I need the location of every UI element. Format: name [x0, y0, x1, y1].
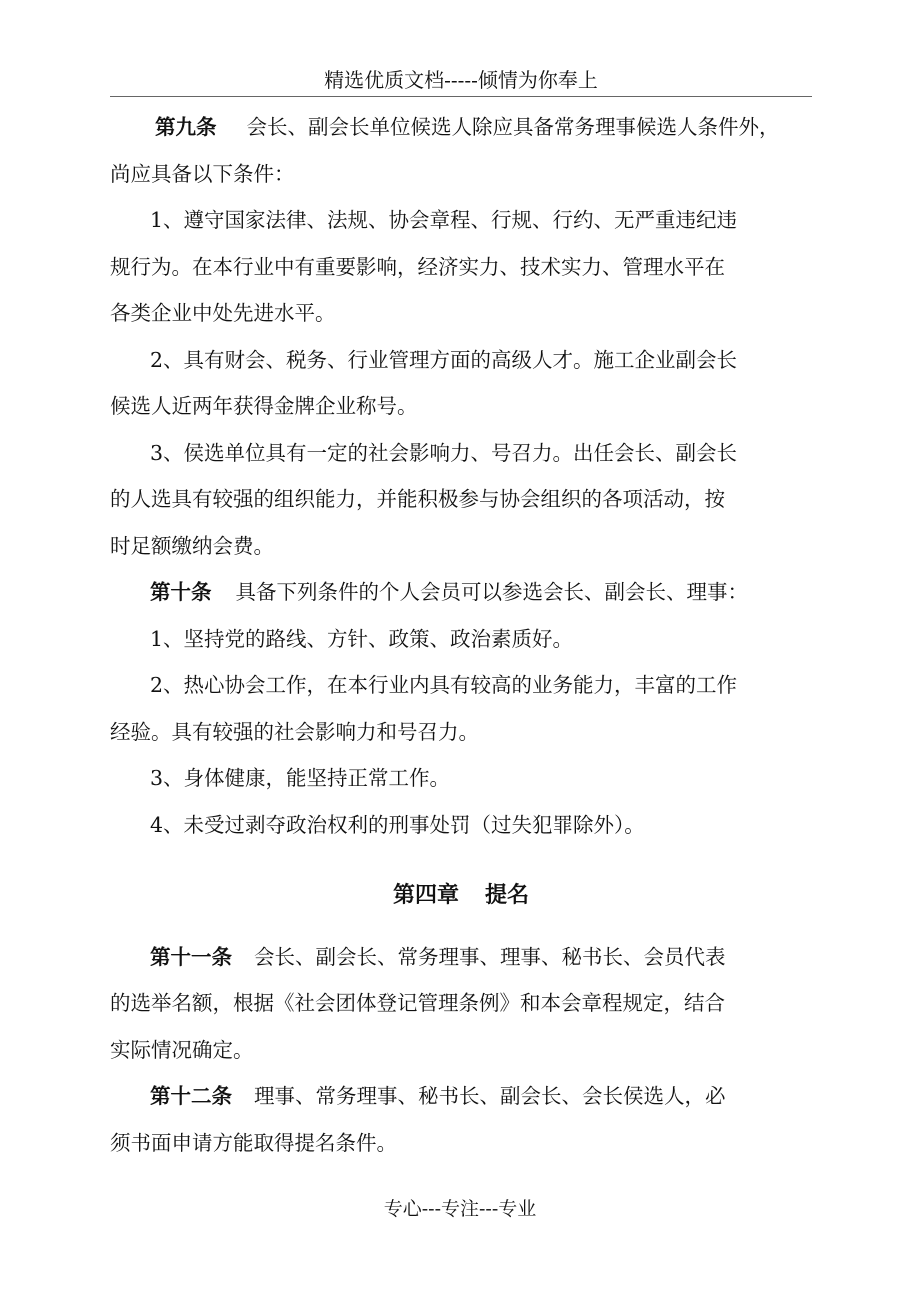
article-9-item-1-line-2: 规行为。在本行业中有重要影响，经济实力、技术实力、管理水平在: [110, 254, 725, 279]
chapter-4-title: 提名: [485, 881, 530, 908]
chapter-4-heading: [110, 852, 812, 938]
article-12-line-1: [110, 1077, 812, 1124]
article-11-text: 会长、副会长、常务理事、理事、秘书长、会员代表: [254, 944, 726, 969]
document-body: [110, 108, 812, 1170]
article-12-line-2: 须书面申请方能取得提名条件。: [110, 1130, 397, 1155]
article-10-item-2-line-1: 2、热心协会工作，在本行业内具有较高的业务能力，丰富的工作: [150, 673, 738, 697]
page-header: 精选优质文档-----倾情为你奉上: [110, 64, 812, 97]
article-9-item-3-line-2: 的人选具有较强的组织能力，并能积极参与协会组织的各项活动，按: [110, 487, 725, 511]
article-12-text: 理事、常务理事、秘书长、副会长、会长侯选人，必: [254, 1084, 726, 1108]
article-9-item-2-line-2: 候选人近两年获得金牌企业称号。: [110, 394, 418, 418]
article-10-item-4: 4、未受过剥夺政治权利的刑事处罚（过失犯罪除外）。: [150, 812, 645, 837]
page-footer: 专心---专注---专业: [383, 1198, 537, 1220]
article-9-line-1: [110, 108, 812, 155]
article-10-line-1: [110, 573, 812, 620]
article-9-item-3-line-1: 3、侯选单位具有一定的社会影响力、号召力。出任会长、副会长: [150, 440, 738, 465]
article-9-line-2: 尚应具备以下条件：: [110, 161, 295, 186]
chapter-4-number: 第四章: [392, 881, 459, 908]
article-9-item-1-line-1: 1、遵守国家法律、法规、协会章程、行规、行约、无严重违纪违: [150, 208, 738, 232]
article-12-label: 第十二条: [150, 1084, 232, 1108]
article-11-line-2: 的选举名额，根据《社会团体登记管理条例》和本会章程规定，结合: [110, 991, 725, 1015]
article-10-label: 第十条: [150, 580, 212, 604]
article-11-line-1: [110, 938, 812, 985]
article-9-item-1-line-3: 各类企业中处先进水平。: [110, 301, 336, 325]
article-11-label: 第十一条: [150, 944, 232, 969]
article-11-line-3: 实际情况确定。: [110, 1037, 254, 1062]
article-10-item-3: 3、身体健康，能坚持正常工作。: [150, 766, 451, 790]
article-10-text: 具备下列条件的个人会员可以参选会长、副会长、理事：: [235, 580, 748, 604]
article-9-label: 第九条: [155, 115, 217, 139]
article-9-text: 会长、副会长单位候选人除应具备常务理事候选人条件外，: [246, 115, 780, 139]
article-10-item-2-line-2: 经验。具有较强的社会影响力和号召力。: [110, 719, 479, 744]
article-9-item-2-line-1: 2、具有财会、税务、行业管理方面的高级人才。施工企业副会长: [150, 347, 738, 372]
article-10-item-1: 1、坚持党的路线、方针、政策、政治素质好。: [150, 626, 574, 651]
article-9-item-3-line-3: 时足额缴纳会费。: [110, 533, 274, 558]
